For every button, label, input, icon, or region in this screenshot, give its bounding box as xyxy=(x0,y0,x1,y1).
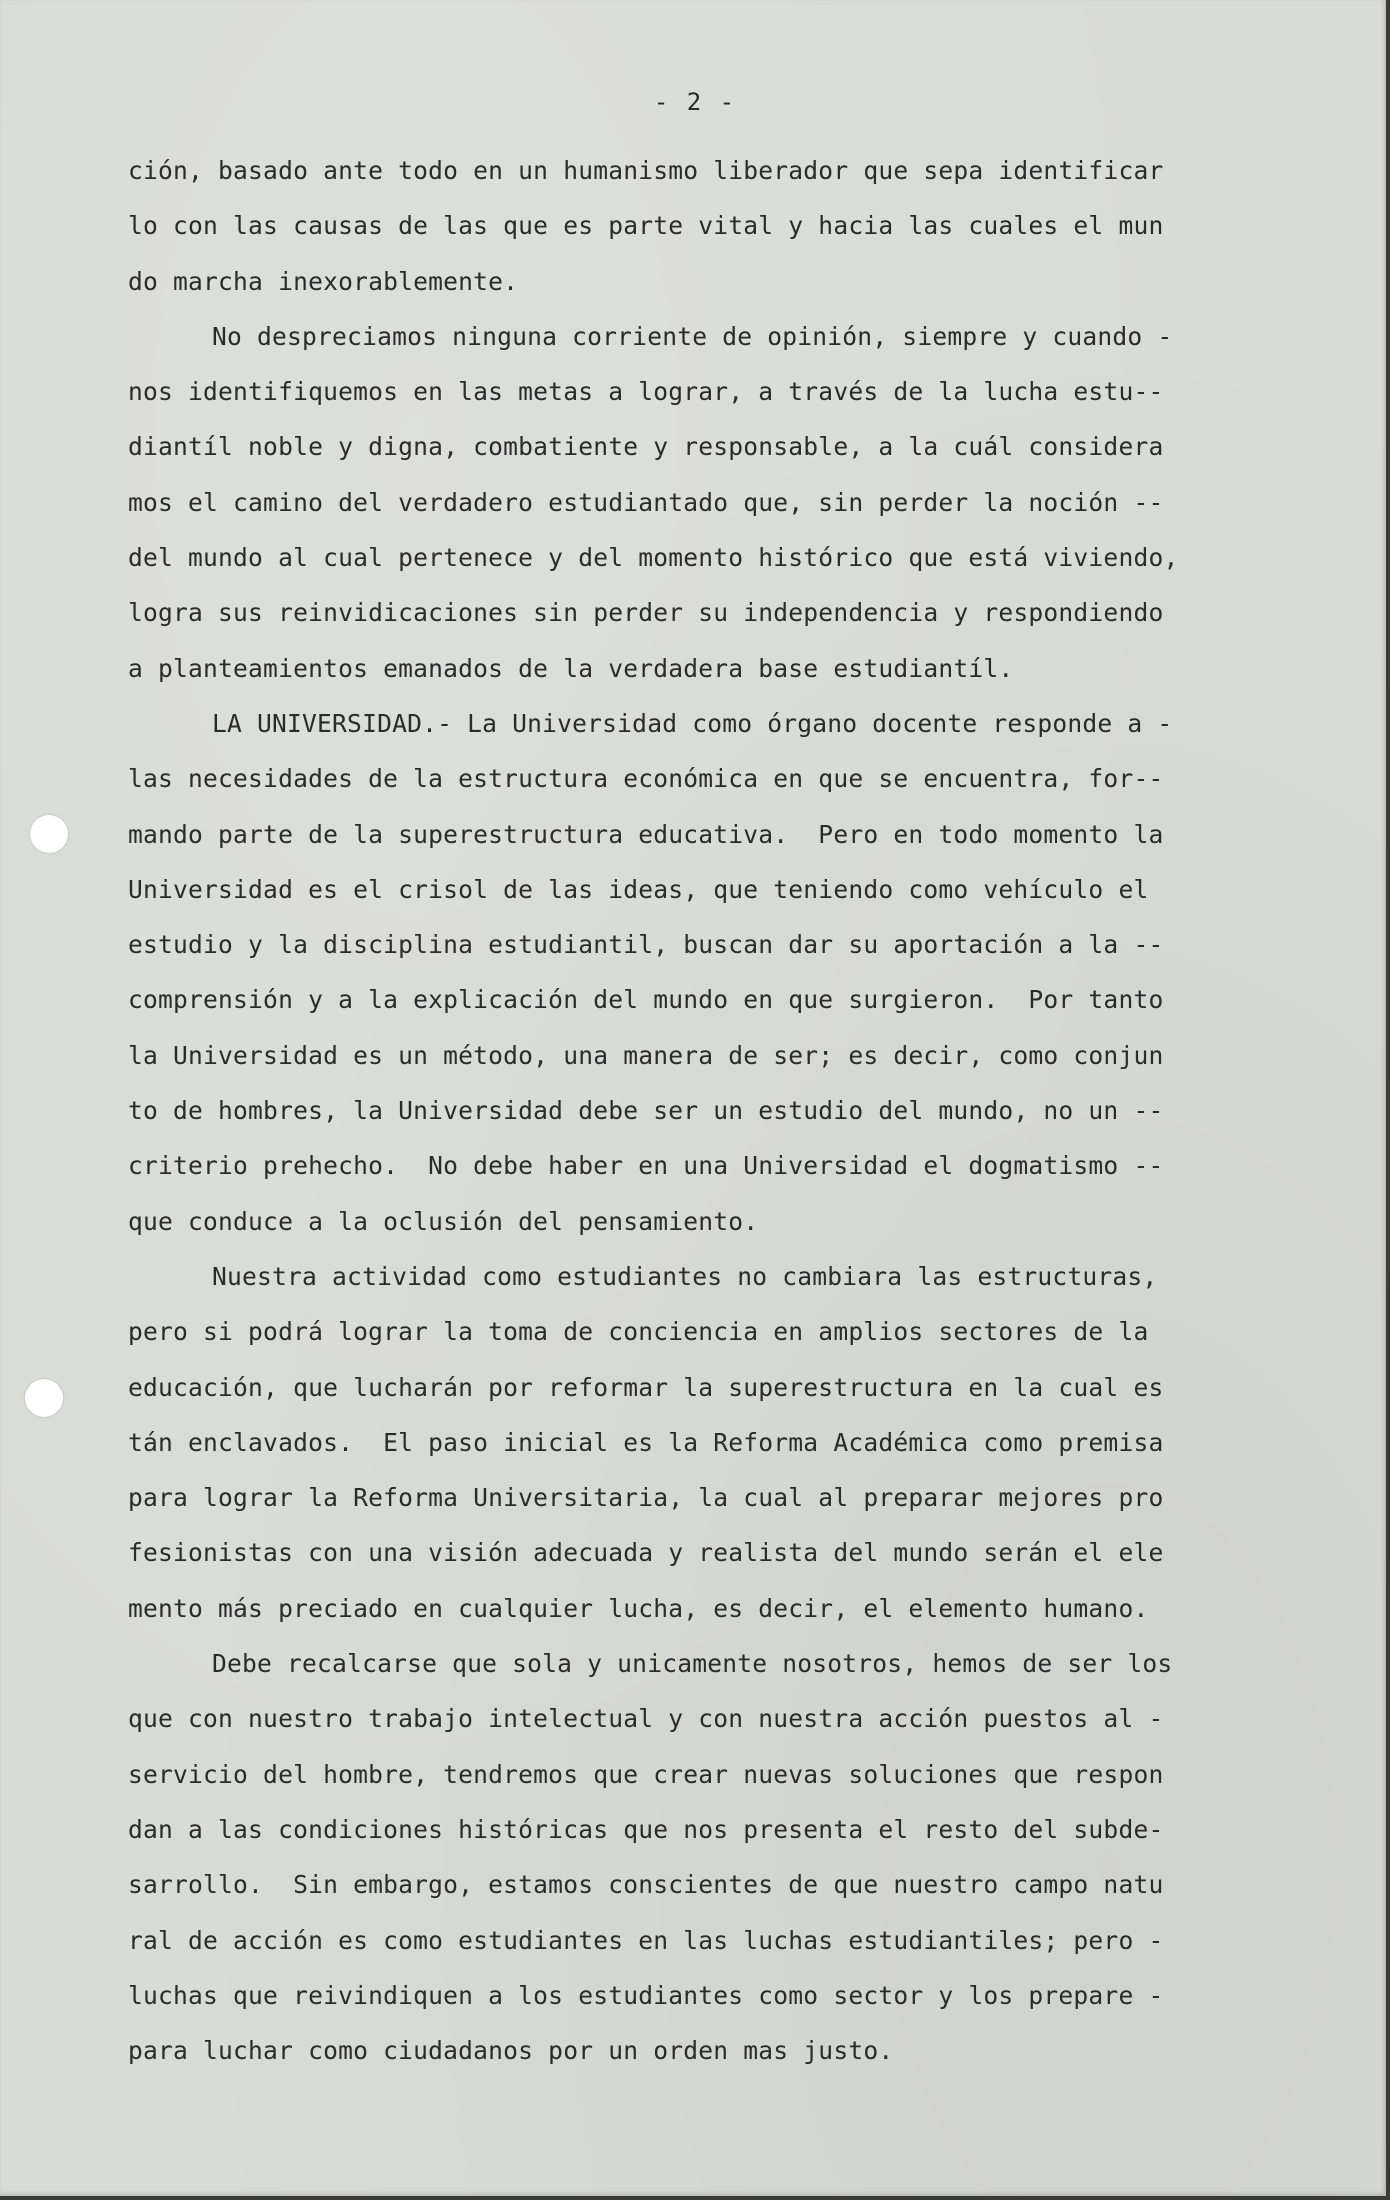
text-line: logra sus reinvidicaciones sin perder su independencia y respondiendo xyxy=(128,598,1164,628)
text-line: servicio del hombre, tendremos que crear nuevas soluciones que respon xyxy=(128,1759,1164,1789)
document-body xyxy=(128,143,1288,2078)
text-line: las necesidades de la estructura económica en que se encuentra, for-- xyxy=(128,764,1164,794)
text-line: la Universidad es un método, una manera de ser; es decir, como conjun xyxy=(128,1040,1164,1070)
text-line: que conduce a la oclusión del pensamiento. xyxy=(128,1206,759,1236)
text-line: comprensión y a la explicación del mundo en que surgieron. Por tanto xyxy=(128,985,1164,1015)
paragraph-start-line: No despreciamos ninguna corriente de opinión, siempre y cuando - xyxy=(212,321,1173,351)
text-line: estudio y la disciplina estudiantil, buscan dar su aportación a la -- xyxy=(128,930,1164,960)
text-line: nos identifiquemos en las metas a lograr, a través de la lucha estu-- xyxy=(128,377,1164,407)
text-line: ción, basado ante todo en un humanismo liberador que sepa identificar xyxy=(128,156,1164,185)
text-line: para lograr la Reforma Universitaria, la cual al preparar mejores pro xyxy=(128,1483,1164,1513)
text-line: dan a las condiciones históricas que nos presenta el resto del subde- xyxy=(128,1814,1164,1844)
punch-hole xyxy=(25,1379,63,1417)
paragraph-start-line: Debe recalcarse que sola y unicamente nosotros, hemos de ser los xyxy=(212,1649,1173,1679)
text-line: diantíl noble y digna, combatiente y responsable, a la cuál considera xyxy=(128,432,1164,462)
text-line: do marcha inexorablemente. xyxy=(128,266,519,296)
text-line: mento más preciado en cualquier lucha, es decir, el elemento humano. xyxy=(128,1593,1149,1623)
text-line: mos el camino del verdadero estudiantado que, sin perder la noción -- xyxy=(128,487,1164,517)
page-number: - 2 - xyxy=(653,88,737,116)
section-heading-line: LA UNIVERSIDAD.- La Universidad como órgano docente responde a - xyxy=(212,708,1173,738)
text-line: Universidad es el crisol de las ideas, que teniendo como vehículo el xyxy=(128,874,1149,904)
text-line: tán enclavados. El paso inicial es la Reforma Académica como premisa xyxy=(128,1427,1164,1457)
paragraph-start-line: Nuestra actividad como estudiantes no cambiara las estructuras, xyxy=(212,1261,1158,1291)
text-line: mando parte de la superestructura educativa. Pero en todo momento la xyxy=(128,819,1164,849)
text-line: lo con las causas de las que es parte vital y hacia las cuales el mun xyxy=(128,211,1164,241)
text-line: que con nuestro trabajo intelectual y con nuestra acción puestos al - xyxy=(128,1704,1164,1734)
text-line: criterio prehecho. No debe haber en una Universidad el dogmatismo -- xyxy=(128,1151,1164,1181)
text-line: luchas que reivindiquen a los estudiantes como sector y los prepare - xyxy=(128,1980,1164,2010)
text-line: del mundo al cual pertenece y del momento histórico que está viviendo, xyxy=(128,543,1179,573)
text-line: a planteamientos emanados de la verdadera base estudiantíl. xyxy=(128,653,1014,683)
text-line: para luchar como ciudadanos por un orden mas justo. xyxy=(128,2036,894,2066)
punch-hole xyxy=(30,815,68,853)
text-line: sarrollo. Sin embargo, estamos conscientes de que nuestro campo natu xyxy=(128,1870,1164,1900)
text-line: fesionistas con una visión adecuada y realista del mundo serán el ele xyxy=(128,1538,1164,1568)
text-line: educación, que lucharán por reformar la superestructura en la cual es xyxy=(128,1372,1164,1402)
text-line: to de hombres, la Universidad debe ser un estudio del mundo, no un -- xyxy=(128,1096,1164,1126)
text-line: ral de acción es como estudiantes en las luchas estudiantiles; pero - xyxy=(128,1925,1164,1955)
text-line: pero si podrá lograr la toma de conciencia en amplios sectores de la xyxy=(128,1317,1149,1347)
